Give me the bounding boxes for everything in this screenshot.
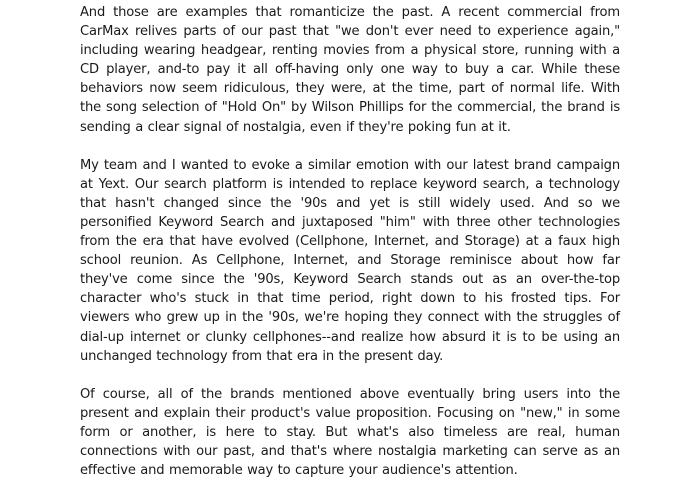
paragraph-yext-campaign: My team and I wanted to evoke a similar emotion with our latest brand campaign at Yext. Our search platform is intended to replace keyword search, a technology that hasn't changed since the '90s and yet is still widely used. And so we personified Keyword Search and juxtaposed "him" with three other technologies from the era that have evolved (Cellphone, Internet, and Storage) at a faux high school reunion. As Cellphone, Internet, and Storage reminisce about how far they've come since the '90s, Keyword Search stands out as an over-the-top character who's stuck in that time period, right down to his frosted tips. For viewers who grew up in the '90s, we're hoping they connect with the struggles of dial-up internet or clunky cellphones--and realize how absurd it is to be using an unchanged technology from that era in the present day.	[80, 157, 620, 364]
article-body	[80, 3, 620, 499]
paragraph-carmax: And those are examples that romanticize the past. A recent commercial from CarMax relives parts of our past that "we don't ever need to experience again," including wearing headgear, renting movies from a physical store, running with a CD player, and-to pay it all off-having only one way to buy a car. While these behaviors now seem ridiculous, they were, at the time, part of normal life. With the song selection of "Hold On" by Wilson Phillips for the commercial, the brand is sending a clear signal of nostalgia, even if they're poking fun at it.	[80, 5, 620, 135]
paragraph-conclusion: Of course, all of the brands mentioned above eventually bring users into the present and explain their product's value proposition. Focusing on "new," in some form or another, is here to stay. But what's also timeless are real, human connections with our past, and that's where nostalgia marketing can serve as an effective and memorable way to capture your audience's attention.	[80, 386, 620, 479]
